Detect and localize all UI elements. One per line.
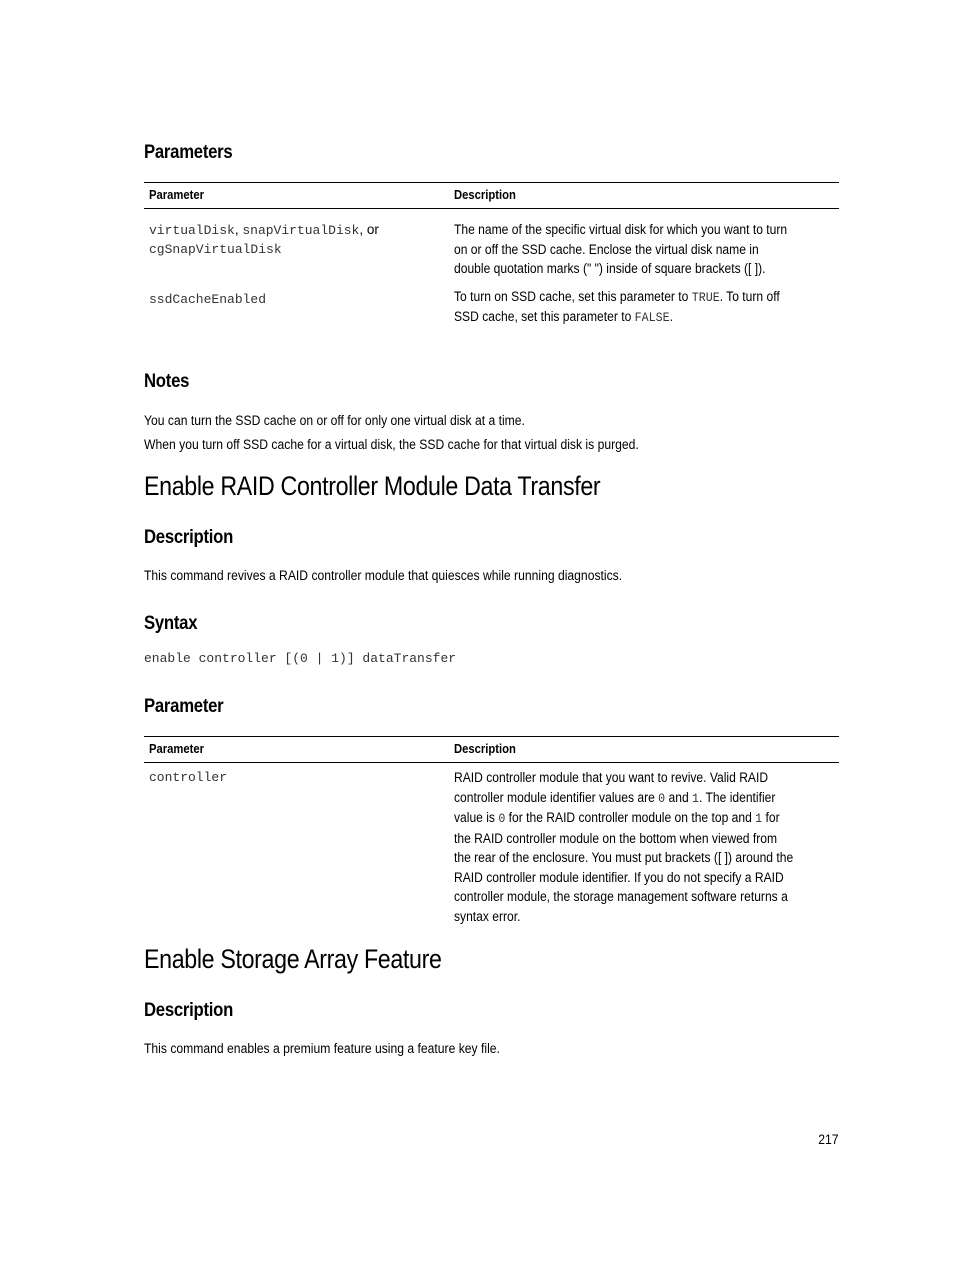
column-header-description: Description (449, 183, 839, 209)
column-header-parameter: Parameter (144, 183, 449, 209)
description-text: This command revives a RAID controller module that quiesces while running diagnostics. (144, 568, 623, 583)
table-row (144, 209, 839, 287)
table-header-row (144, 183, 839, 209)
parameter-table (144, 736, 839, 926)
description-text: This command enables a premium feature using a feature key file. (144, 1041, 500, 1056)
code-value: TRUE (691, 289, 720, 305)
parameter-name: ssdCacheEnabled (149, 291, 267, 307)
description-cell (449, 287, 839, 328)
parameter-name: controller (149, 770, 228, 785)
description-text: RAID controller module that you want to revive. Valid RAID controller module identifier values are 0 and 1. The identifier value is 0 for the RAID controller module on the top and 1 for the RAID controller module on the bottom when viewed from the rear of the enclosure. You must put brackets ([ ]) around the RAID controller module identifier. If you do not specify a RAID controller module, the storage management software returns a syntax error. (454, 770, 794, 924)
column-header-parameter: Parameter (144, 737, 449, 763)
code-value: 1 (692, 790, 700, 806)
code-value: 1 (755, 811, 763, 826)
separator-text: , or (359, 222, 379, 237)
syntax-code: enable controller [(0 | 1)] dataTransfer (144, 651, 457, 666)
parameter-name: cgSnapVirtualDisk (149, 241, 282, 257)
note-text: When you turn off SSD cache for a virtual disk, the SSD cache for that virtual disk is purged. (144, 437, 639, 452)
code-value: 0 (658, 790, 666, 806)
parameter-cell (144, 209, 449, 287)
table-row (144, 287, 839, 328)
section-title: Enable RAID Controller Module Data Transfer (144, 471, 601, 501)
parameter-name: snapVirtualDisk (242, 223, 360, 238)
parameter-name: virtualDisk (149, 223, 235, 238)
description-heading: Description (144, 527, 234, 548)
parameters-table (144, 182, 839, 328)
code-value: FALSE (634, 310, 670, 325)
parameter-cell (144, 763, 449, 927)
parameters-heading: Parameters (144, 142, 233, 163)
page-number: 217 (818, 1132, 839, 1147)
description-text: The name of the specific virtual disk for which you want to turn on or off the SSD cache. Enclose the virtual disk name in double quotation marks (" ") inside of square brackets ([ ]). (454, 222, 788, 276)
table-row (144, 763, 839, 927)
description-cell (449, 763, 839, 927)
syntax-heading: Syntax (144, 613, 198, 634)
table-header-row (144, 737, 839, 763)
parameter-heading: Parameter (144, 696, 224, 717)
notes-heading: Notes (144, 371, 190, 392)
description-text: To turn on SSD cache, set this parameter to TRUE. To turn off SSD cache, set this parameter to FALSE. (454, 288, 780, 325)
description-cell (449, 209, 839, 287)
code-value: 0 (498, 811, 506, 826)
parameter-cell (144, 287, 449, 328)
separator-text: , (234, 222, 243, 237)
section-title: Enable Storage Array Feature (144, 944, 442, 974)
column-header-description: Description (449, 737, 839, 763)
description-heading: Description (144, 1000, 234, 1021)
note-text: You can turn the SSD cache on or off for only one virtual disk at a time. (144, 413, 525, 428)
